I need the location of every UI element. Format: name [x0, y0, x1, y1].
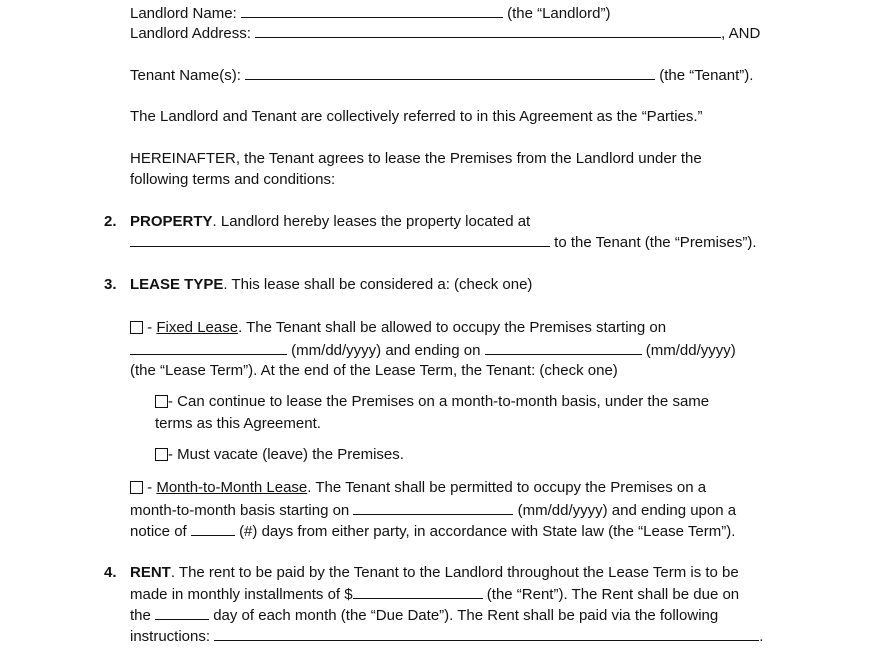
rent-heading: RENT	[130, 564, 171, 581]
fixed-lease-text-2a: (mm/dd/yyyy) and ending on	[291, 342, 481, 359]
monthly-lease-line-1	[130, 478, 706, 498]
rent-text-4a: instructions:	[130, 628, 211, 645]
section-number-property: 2.	[104, 213, 117, 230]
tenant-suffix: (the “Tenant”).	[659, 67, 754, 84]
monthly-lease-line-2	[130, 500, 736, 521]
rent-text-2a: made in monthly installments of $	[130, 586, 353, 603]
rent-text-1: . The rent to be paid by the Tenant to the Landlord throughout the Lease Term is to be	[170, 564, 739, 581]
property-heading: PROPERTY	[130, 213, 213, 230]
monthly-lease-text-2a: month-to-month basis starting on	[130, 502, 350, 519]
landlord-name-blank[interactable]	[241, 3, 503, 18]
fixed-lease-label: Fixed Lease	[156, 319, 239, 336]
section-number-lease-type: 3.	[104, 276, 117, 293]
monthly-lease-label: Month-to-Month Lease	[156, 479, 308, 496]
parties-paragraph: The Landlord and Tenant are collectively referred to in this Agreement as the “Parties.”	[130, 108, 703, 125]
payment-instructions-blank[interactable]	[214, 626, 759, 641]
vacate-option-text: - Must vacate (leave) the Premises.	[168, 446, 404, 463]
property-address-blank[interactable]	[130, 232, 550, 247]
continue-option-line-2: terms as this Agreement.	[155, 415, 321, 432]
rent-line-1	[130, 563, 739, 583]
property-text-2: to the Tenant (the “Premises”).	[554, 234, 757, 251]
monthly-lease-dash: -	[147, 479, 157, 496]
fixed-start-date-blank[interactable]	[130, 340, 287, 355]
monthly-lease-text-3a: notice of	[130, 523, 187, 540]
continue-lease-checkbox[interactable]	[155, 395, 168, 408]
fixed-lease-checkbox[interactable]	[130, 321, 143, 334]
property-line-1	[130, 212, 530, 232]
fixed-lease-text-1: . The Tenant shall be allowed to occupy the Premises starting on	[238, 319, 667, 336]
tenant-label: Tenant Name(s):	[130, 67, 241, 84]
landlord-name-line	[130, 3, 610, 24]
lease-type-line	[130, 275, 532, 295]
fixed-end-date-blank[interactable]	[485, 340, 642, 355]
fixed-lease-dash: -	[147, 319, 157, 336]
landlord-address-line	[130, 23, 760, 44]
lease-type-heading: LEASE TYPE	[130, 276, 224, 293]
rent-text-2b: (the “Rent”). The Rent shall be due on	[486, 586, 740, 603]
monthly-lease-checkbox[interactable]	[130, 481, 143, 494]
rent-text-3b: day of each month (the “Due Date”). The Rent shall be paid via the following	[213, 607, 719, 624]
continue-option-text-1: - Can continue to lease the Premises on a month-to-month basis, under the same	[168, 393, 710, 410]
fixed-lease-line-3: (the “Lease Term”). At the end of the Lease Term, the Tenant: (check one)	[130, 362, 618, 379]
rent-line-2	[130, 584, 739, 605]
section-number-rent: 4.	[104, 564, 117, 581]
address-suffix: , AND	[721, 25, 761, 42]
hereinafter-line-1: HEREINAFTER, the Tenant agrees to lease the Premises from the Landlord under the	[130, 150, 702, 167]
landlord-address-label: Landlord Address:	[130, 25, 251, 42]
vacate-checkbox[interactable]	[155, 448, 168, 461]
property-text-1: . Landlord hereby leases the property located at	[212, 213, 531, 230]
continue-option-line-1	[155, 392, 709, 412]
fixed-lease-text-2b: (mm/dd/yyyy)	[645, 342, 736, 359]
rent-line-4	[130, 626, 763, 647]
tenant-name-blank[interactable]	[245, 65, 655, 80]
monthly-lease-text-3b: (#) days from either party, in accordance with State law (the “Lease Term”).	[239, 523, 736, 540]
fixed-lease-line-1	[130, 318, 666, 338]
lease-type-text: . This lease shall be considered a: (check one)	[223, 276, 533, 293]
rent-text-3a: the	[130, 607, 151, 624]
landlord-suffix: (the “Landlord”)	[507, 5, 611, 22]
tenant-name-line	[130, 65, 753, 86]
hereinafter-line-2: following terms and conditions:	[130, 171, 336, 188]
monthly-lease-text-2b: (mm/dd/yyyy) and ending upon a	[517, 502, 737, 519]
landlord-name-label: Landlord Name:	[130, 5, 237, 22]
rent-line-3	[130, 605, 718, 626]
rent-text-4b: .	[759, 628, 764, 645]
vacate-option-line	[155, 445, 404, 465]
landlord-address-blank[interactable]	[255, 23, 721, 38]
due-day-blank[interactable]	[155, 605, 209, 620]
property-line-2	[130, 232, 756, 253]
monthly-start-date-blank[interactable]	[353, 500, 513, 515]
fixed-lease-line-2	[130, 340, 736, 361]
monthly-lease-line-3	[130, 521, 735, 542]
monthly-lease-text-1: . The Tenant shall be permitted to occupy the Premises on a	[307, 479, 707, 496]
notice-days-blank[interactable]	[191, 521, 235, 536]
rent-amount-blank[interactable]	[353, 584, 483, 599]
